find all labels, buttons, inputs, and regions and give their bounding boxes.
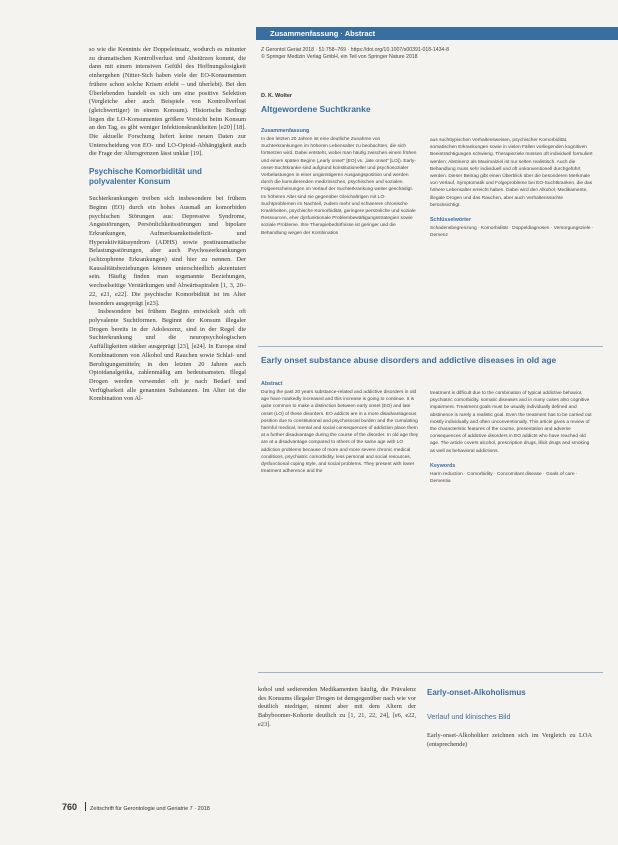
footer-separator [85, 802, 86, 811]
keywords-text: Schadensbegrenzung · Komorbidität · Doppeldiagnosen · Versorgungsziele · Demenz [430, 226, 594, 239]
section-divider [258, 672, 603, 673]
subsection-heading: Verlauf und klinisches Bild [427, 712, 511, 721]
keywords-text: Harm reduction · Comorbidity · Concomitant disease · Goals of care · Dementia [430, 471, 578, 485]
abstract-text: In den letzten 20 Jahren ist eine deutliche Zunahme von Suchterkrankungen im höheren Lebensalter zu beobachten, die sich fortsetzen wird. Dabei entsteht, wobei man häufig zwischen einem frühen und einem späten Beginn („early onset“ [EO] vs. „late onset“ [LO]). Early-onset-Suchtkranke sind aufgrund konstitutioneller und psychosozialer Vorbelastungen in einer ungünstigeren Ausgangsposition und werden durch die kumulierenden medizinischen, psychischen und sozialen Folgeerscheinungen im Verlauf der Suchterkrankung weiter geschädigt. Im höheren Alter sind sie gegenüber Gleichaltrigen mit LO-Suchtproblemen im Nachteil, zudem mehr und schwerere chronische Krankheiten, psychische Komorbidität, geringere persönliche und soziale Ressourcen, eher dysfunktionale Problembewältigungsstrategien sowie soziale Probleme. Ihre Therapiebedürfnisse ist geringer und die Behandlung wegen der Kombination [261, 137, 417, 236]
abstract-text: During the past 20 years substance-related and addictive disorders in old age have markedly increased and this increase is going to continue. It is quite common to make a distinction between early onset (EO) and late onset (LO) of these disorders. EO addicts are in a more disadvantageous position due to constitutional and psychosocial burden and the cumulating harmful medical, mental and social consequences of addiction place them at a further disadvantage during the course of the disorder. In old age they are at a disadvantage compared to others of the same age with LO addiction problems because of more and more severe chronic medical conditions, psychiatric comorbidity, less personal and social resources, dysfunctional coping style, and social problems. They present with lower treatment adherence and the [261, 390, 419, 475]
section-divider [258, 346, 603, 347]
abstract-label: Zusammenfassung [261, 128, 310, 134]
section-heading: Early-onset-Alkoholismus [427, 688, 526, 697]
page-footer [62, 802, 210, 813]
english-abstract-col1 [261, 381, 419, 475]
abstract-text: treatment is difficult due to the combination of typical addictive behavior, psychiatric comorbidity, somatic diseases and in many cases also cognitive impairment. Treatment goals must be usually individually defined and abstinence is rarely a realistic goal. Even the treatment has to be carried out mostly individually and often unconventionally. This article gives a review of the characteristic features of the course, presentation and adverse consequences of addictive disorders in EO addicts who have reached old age. The article covers alcohol, prescription drugs, illicit drugs and smoking as well as behavioral addictions. [430, 391, 592, 454]
german-abstract-col2 [430, 137, 595, 239]
journal-citation: Z Gerontol Geriat 2018 · 51:758–769 · https://doi.org/10.1007/s00391-018-1434-8 [261, 47, 450, 53]
section-heading: Psychische Komorbidität und polyvalenter Konsum [89, 167, 202, 187]
article-meta [261, 47, 591, 61]
author-name: D. K. Wolter [261, 93, 293, 99]
body-paragraph: Suchterkrankungen treiben sich insbesondere bei frühem Beginn (EO) durch ein hohes Ausmaß an komorbiden psychischen Störungen aus: Depressive Syndrome, Angststörungen, Persönlichkeitsstörungen und bipolare Erkrankungen, Aufmerksamkeitsdefizit- und Hyperaktivitätssyndrom (ADHS) sowie posttraumatische Belastungsstörungen, aber auch Psychoseerkrankungen (schizophrene Erkrankungen) sind hier zu nennen. Der Kausalitätsbeziehungen können unterschiedlich akzentuiert sein. Häufig finden man sogenannte Beziehungen, wechselseitige Verstärkungen und Abwärtsspiralen [1, 3, 20–22, e21, e22]. Die psychische Komorbidität ist im Alter besonders ausgeprägt [e23]. [89, 195, 246, 307]
body-column-middle [258, 686, 416, 730]
abstract-label: Abstract [261, 381, 283, 387]
abstract-text: aus suchttypischen Verhaltensweisen, psychischer Komorbidität, somatischen Erkrankungen sowie in vielen Fällen vorliegenden kognitiven Beeinträchtigungen schwierig. Therapieziele müssen oft individuell formuliert werden; Abstinenz als Maximalziel ist nur selten realistisch. Auch die Behandlung muss sehr individuell und oft unkonventionell durchgeführt werden. Dieser Beitrag gibt einen Überblick über die besonderen Merkmale von Verlauf, Symptomatik und Folgeprobleme bei EO-Suchtkranken, die das höhere Lebensalter erreicht haben. Dabei wird den Alkohol, Medikamente, illegale Drogen und das Rauchen, aber auch Verhaltenssüchte berücksichtigt. [430, 138, 593, 208]
german-title: Altgewordene Suchtkranke [261, 104, 371, 114]
keywords-label: Keywords [430, 462, 456, 469]
body-paragraph: Insbesondere bei frühem Beginn entwickelt sich oft polyvalente Suchtformen. Beginnt der Konsum illegaler Drogen bereits in der Adoleszenz, sind in der Regel die Suchterkrankung und die neuropsychologischen Auffälligkeiten stärker ausgeprägt [23], [e24]. In Europa sind Kombinationen von Alkohol und Rauchen sowie Schlaf- und Beruhigungsmitteln; in den letzten 20 Jahren auch Opioidanalgetika, zahlenmäßig am bedeutsamsten. Illegal Drogen werden verwendet oft je nach Bedarf und Verfügbarkeit alle genannten Substanzen. Im Alter ist die Kombination von Al- [89, 308, 246, 403]
body-paragraph: kohol und sedierenden Medikamenten häufig, die Prävalenz des Konsums illegaler Drogen ist demgegenüber nach wie vor deutlich niedriger, nimmt aber mit dem Altern der Babyboomer-Kohorte deutlich zu [1, 21, 22, 24], [e6, e22, e23]. [258, 686, 416, 728]
english-abstract-col2 [430, 390, 595, 485]
banner-title: Zusammenfassung · Abstract [270, 29, 376, 38]
copyright-line: © Springer Medizin Verlag GmbH, ein Teil von Springer Nature 2018 [261, 54, 418, 60]
page-number: 760 [62, 802, 78, 812]
section-banner [256, 27, 618, 40]
body-column-right [427, 732, 592, 749]
english-title: Early onset substance abuse disorders and addictive diseases in old age [261, 355, 557, 365]
journal-name: Zeitschrift für Gerontologie und Geriatrie 7 · 2018 [90, 806, 210, 812]
body-paragraph: Early-onset-Alkoholiker zeichnen sich im Vergleich zu LOA (entsprechende) [427, 732, 592, 748]
german-abstract-col1 [261, 128, 419, 237]
keywords-label: Schlüsselwörter [430, 217, 471, 224]
left-column [89, 46, 246, 404]
body-paragraph: so wie die Kenntnis der Doppeleinsatz, wodurch es mitunter zu dramatischen Kontrollverlust und Abstürzen kommt, die dann mit einem intensiven Gefühl des Hoffnungslosigkeit einhergehen (Nitter-Sich haben viele der EO-Konsumenten frühere schon solche Krisen erlebt – und überlebt). Bei den Überlebenden handelt es sich um eine positive Selektion (Vergleiche aber auch Beispiele von Kontrollverlust (gleichwertiger) in einem Konsum). Historische Bedingt liegen die LO-Konsumenten größere Vorsicht beim Konsum an den Tag, es gibt weniger Infektionskrankheiten [e20] [18]. Die aktuelle Forschung liefert keine neuen Daten zur Unterscheidung von EO- und LO-Opioid-Abhängigkeit auch die Frage der Altersgrenzen lässt unklar [19]. [89, 46, 246, 158]
